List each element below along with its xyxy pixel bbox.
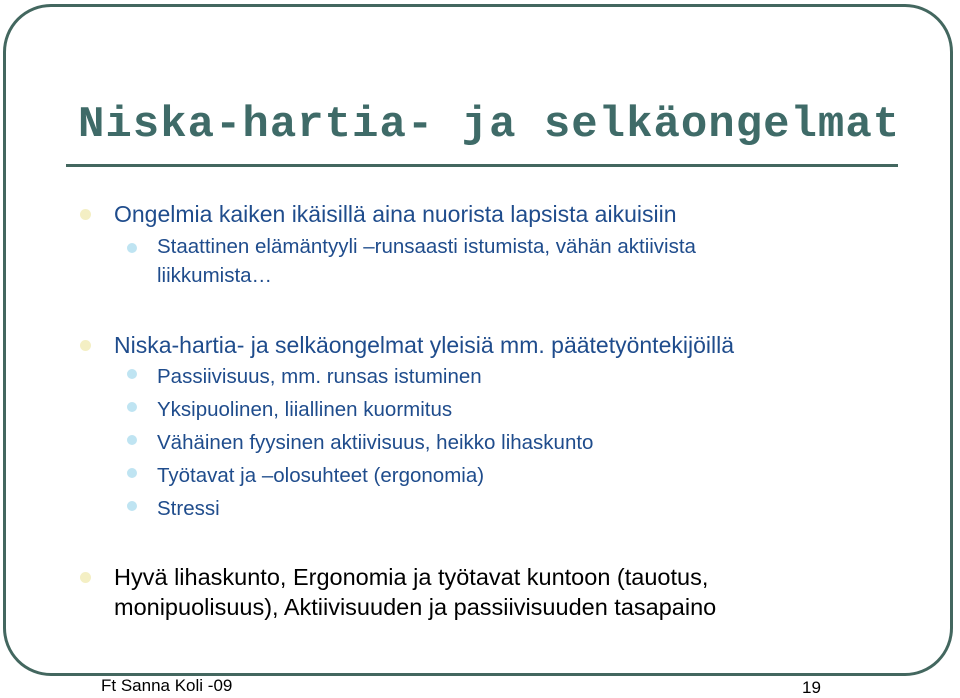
section2-item: Yksipuolinen, liiallinen kuormitus: [157, 398, 453, 421]
bullet-level1: [80, 572, 91, 583]
title-divider: [66, 164, 898, 167]
bullet-level2: [127, 369, 137, 379]
bullet-level2: [127, 402, 137, 412]
section2-item: Vähäinen fyysinen aktiivisuus, heikko lihaskunto: [157, 431, 594, 454]
section3-heading-line1: Hyvä lihaskunto, Ergonomia ja työtavat kuntoon (tauotus,: [114, 564, 709, 590]
bullet-level2: [127, 501, 137, 511]
section2-item: Stressi: [157, 497, 220, 520]
bullet-level1: [80, 340, 91, 351]
footer-author: Ft Sanna Koli -09: [101, 676, 233, 695]
section3-heading-line2: monipuolisuus), Aktiivisuuden ja passiivisuuden tasapaino: [114, 594, 717, 620]
page-number: 19: [802, 678, 821, 697]
bullet-level2: [127, 435, 137, 445]
section1-item-continued: liikkumista…: [157, 264, 273, 287]
bullet-level2: [127, 468, 137, 478]
section2-item: Työtavat ja –olosuhteet (ergonomia): [157, 464, 485, 487]
section2-heading: Niska-hartia- ja selkäongelmat yleisiä mm. päätetyöntekijöillä: [114, 332, 734, 358]
section1-heading: Ongelmia kaiken ikäisillä aina nuorista lapsista aikuisiin: [114, 201, 677, 227]
section2-item: Passiivisuus, mm. runsas istuminen: [157, 365, 482, 388]
section1-item: Staattinen elämäntyyli –runsaasti istumista, vähän aktiivista: [157, 235, 696, 258]
slide-title: Niska-hartia- ja selkäongelmat: [78, 100, 901, 150]
bullet-level1: [80, 209, 91, 220]
bullet-level2: [127, 243, 137, 253]
